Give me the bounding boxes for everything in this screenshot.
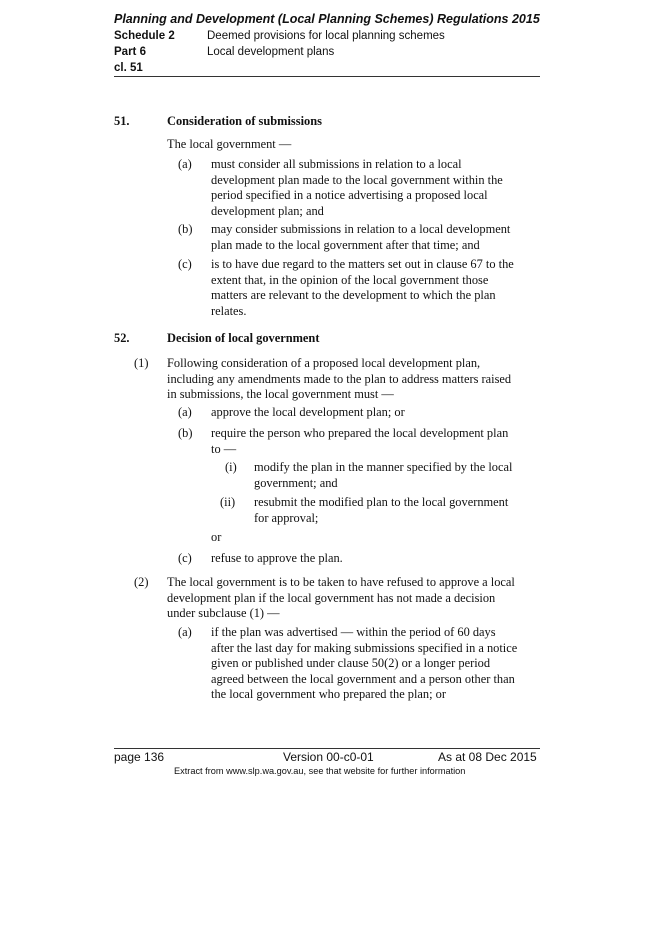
header-schedule-label: Schedule 2 [114, 30, 175, 42]
s51-item-c-label: (c) [178, 257, 192, 271]
s51-item-c-line: matters are relevant to the development to which the plan [211, 288, 496, 303]
s52-sub1-b-line: to — [211, 441, 237, 456]
header-schedule-row [114, 30, 445, 42]
section-51-heading: Consideration of submissions [167, 114, 322, 128]
header-part-row [114, 46, 334, 58]
s51-item-c-line: relates. [211, 303, 247, 318]
section-52-heading: Decision of local government [167, 331, 320, 345]
s51-item-b-line: plan made to the local government after that time; and [211, 237, 480, 252]
s52-sub2-a-line: agreed between the local government and a person other than [211, 671, 515, 686]
header-part-label: Part 6 [114, 46, 146, 58]
s51-item-a-line: development plan made to the local government within the [211, 172, 503, 187]
s51-item-b-label: (b) [178, 222, 193, 236]
s52-sub2-a-line: given or published under clause 50(2) or a longer period [211, 656, 491, 671]
s52-sub1-b-line: require the person who prepared the local development plan [211, 426, 509, 440]
footer-extract-note: Extract from www.slp.wa.gov.au, see that website for further information [174, 766, 466, 776]
s52-sub1-c-label: (c) [178, 551, 192, 565]
s52-sub1-a-line: approve the local development plan; or [211, 405, 405, 419]
s52-sub2-label: (2) [134, 575, 149, 589]
running-title: Planning and Development (Local Planning Schemes) Regulations 2015 [114, 12, 540, 26]
s52-sub2-a-line: if the plan was advertised — within the period of 60 days [211, 625, 496, 639]
s51-item-a-line: development plan; and [211, 203, 324, 218]
footer-date: As at 08 Dec 2015 [438, 750, 537, 764]
s52-sub1-i-label: (i) [225, 460, 237, 474]
s51-item-a-label: (a) [178, 157, 192, 171]
s52-sub1-ii-line: for approval; [254, 510, 319, 525]
section-52-number: 52. [114, 331, 130, 345]
s52-sub1-c-line: refuse to approve the plan. [211, 551, 343, 565]
section-51-intro: The local government — [167, 137, 292, 151]
s52-sub2-line: development plan if the local government has not made a decision [167, 590, 496, 605]
s52-sub2-a-line: the local government who prepared the plan; or [211, 687, 446, 702]
header-divider [114, 76, 540, 77]
s52-sub1-line: Following consideration of a proposed local development plan, [167, 356, 481, 370]
footer-version: Version 00-c0-01 [283, 750, 374, 764]
s51-item-a-line: period specified in a notice advertising a proposed local [211, 188, 488, 203]
s52-sub1-label: (1) [134, 356, 149, 370]
s52-sub1-line: in submissions, the local government must — [167, 387, 394, 402]
s52-sub2-line: under subclause (1) — [167, 606, 280, 621]
footer-divider [114, 748, 540, 749]
header-schedule-value: Deemed provisions for local planning schemes [207, 30, 445, 42]
s51-item-c-line: is to have due regard to the matters set out in clause 67 to the [211, 257, 514, 271]
s52-sub1-i-line: government; and [254, 475, 338, 490]
s52-sub1-i-line: modify the plan in the manner specified by the local [254, 460, 513, 474]
s51-item-b-line: may consider submissions in relation to a local development [211, 222, 511, 236]
section-51-number: 51. [114, 114, 130, 128]
s52-sub2-line: The local government is to be taken to have refused to approve a local [167, 575, 515, 589]
s52-sub1-line: including any amendments made to the plan to address matters raised [167, 371, 512, 386]
s51-item-a-line: must consider all submissions in relation to a local [211, 157, 462, 171]
s51-item-c-line: extent that, in the opinion of the local government those [211, 272, 489, 287]
s52-sub1-b-label: (b) [178, 426, 193, 440]
s52-sub1-ii-label: (ii) [220, 495, 236, 509]
s52-sub2-a-label: (a) [178, 625, 192, 639]
header-clause-row [114, 62, 207, 74]
header-clause-label: cl. 51 [114, 62, 143, 74]
s52-sub1-a-label: (a) [178, 405, 192, 419]
s52-sub2-a-line: after the last day for making submissions specified in a notice [211, 640, 518, 655]
s52-sub1-or: or [211, 530, 222, 544]
header-part-value: Local development plans [207, 46, 335, 58]
footer-page-number: page 136 [114, 750, 165, 764]
s52-sub1-ii-line: resubmit the modified plan to the local government [254, 495, 509, 509]
